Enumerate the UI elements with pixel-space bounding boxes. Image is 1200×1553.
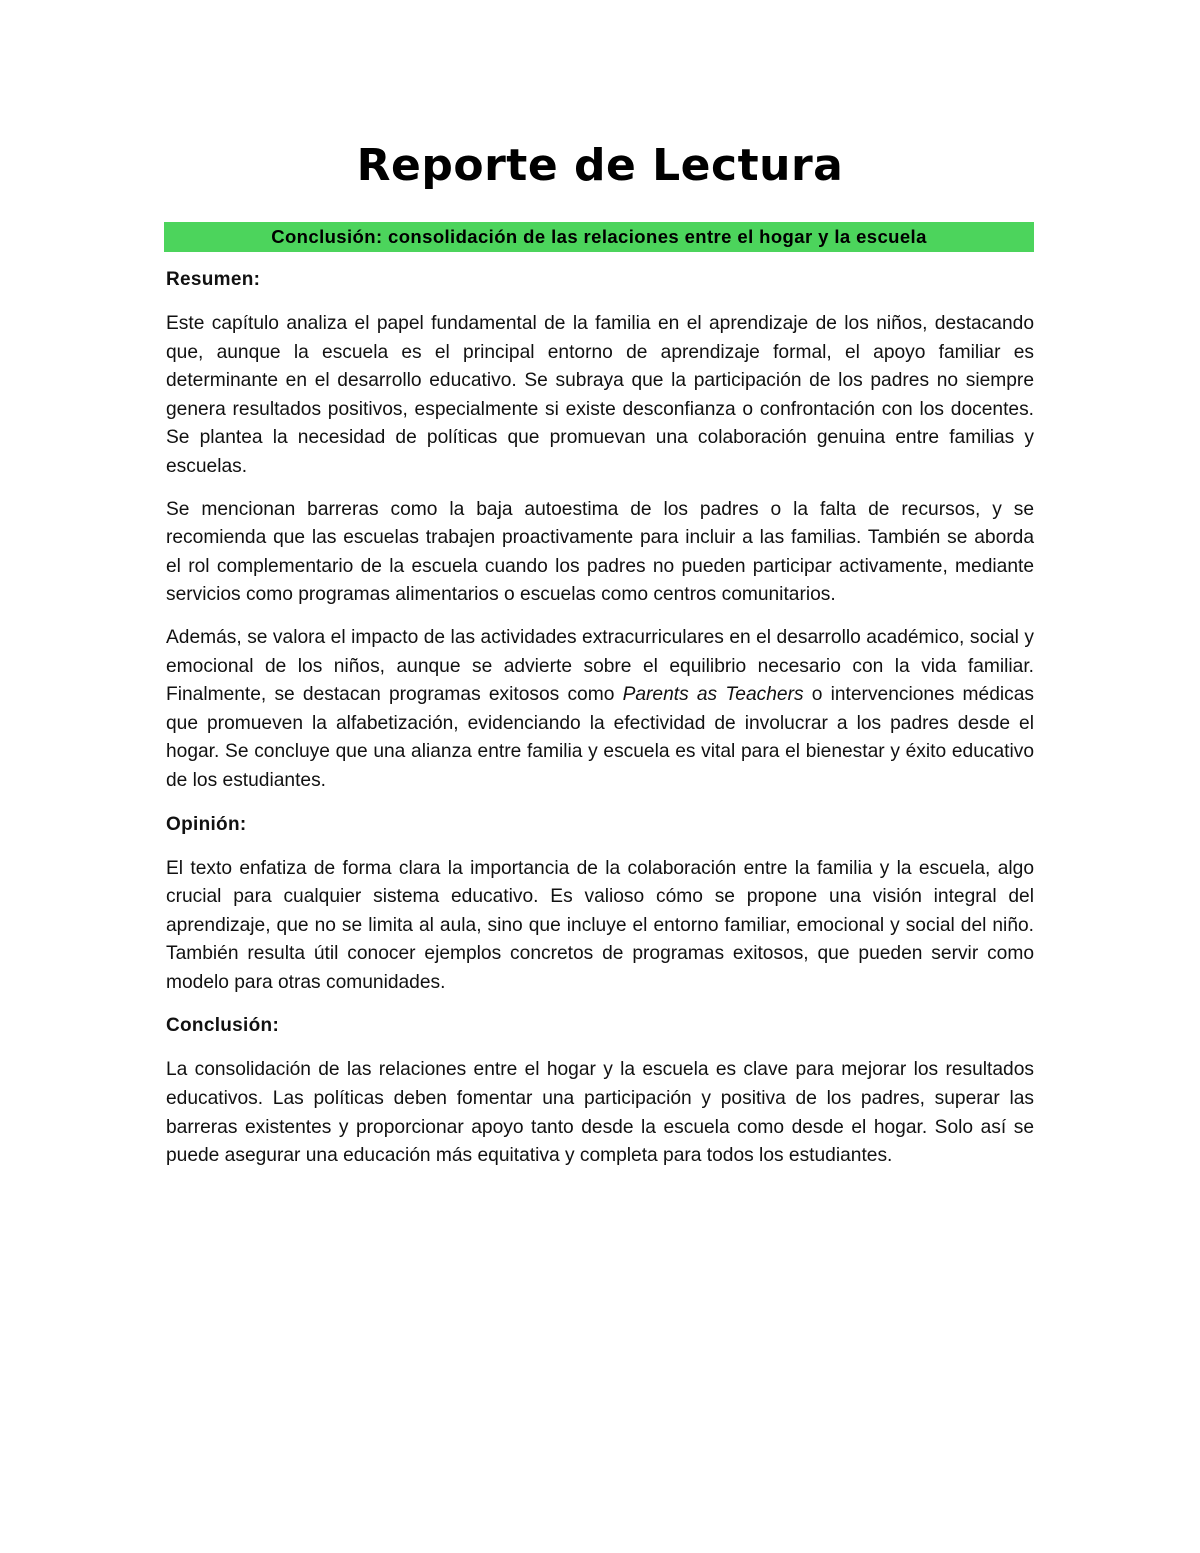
document-body [166, 265, 1034, 1171]
resumen-paragraph-2: Se mencionan barreras como la baja autoestima de los padres o la falta de recursos, y se recomienda que las escuelas trabajen proactivamente para incluir a las familias. También se aborda el rol complementario de la escuela cuando los padres no pueden participar activamente, mediante servicios como programas alimentarios o escuelas como centros comunitarios. [166, 498, 1034, 606]
resumen-p3-text-b: o intervenciones médicas que promueven la alfabetización, evidenciando la efectividad de involucrar a los padres desde el hogar. Se concluye que una alianza entre familia y escuela es vital para el bienestar y éxito educativo de los estudiantes. [166, 684, 1034, 791]
section-heading-opinion: Opinión: [166, 813, 247, 835]
conclusion-paragraph: La consolidación de las relaciones entre el hogar y la escuela es clave para mejorar los resultados educativos. Las políticas deben fomentar una participación y positiva de los padres, superar las barreras existentes y proporcionar apoyo tanto desde la escuela como desde el hogar. Solo así se puede asegurar una educación más equitativa y completa para todos los estudiantes. [166, 1059, 1034, 1167]
resumen-paragraph-3 [166, 624, 1034, 796]
document-title: Reporte de Lectura [356, 140, 844, 191]
opinion-paragraph: El texto enfatiza de forma clara la importancia de la colaboración entre la familia y la escuela, algo crucial para cualquier sistema educativo. Es valioso cómo se propone una visión integral del aprendizaje, que no se limita al aula, sino que incluye el entorno familiar, emocional y social del niño. También resulta útil conocer ejemplos concretos de programas exitosos, que pueden servir como modelo para otras comunidades. [166, 857, 1034, 993]
section-heading-resumen: Resumen: [166, 269, 261, 290]
section-heading-conclusion: Conclusión: [166, 1015, 280, 1037]
program-name-italic: Parents as Teachers [622, 684, 804, 706]
resumen-p3-text-a: Además, se valora el impacto de las actividades extracurriculares en el desarrollo académico, social y emocional de los niños, aunque se advierte sobre el equilibrio necesario con la vida familiar. Finalmente, se destacan programas exitosos como [166, 626, 1034, 706]
topic-banner: Conclusión: consolidación de las relaciones entre el hogar y la escuela [164, 222, 1034, 252]
resumen-paragraph-1: Este capítulo analiza el papel fundamental de la familia en el aprendizaje de los niños, destacando que, aunque la escuela es el principal entorno de aprendizaje formal, el apoyo familiar es determinante en el desarrollo educativo. Se subraya que la participación de los padres no siempre genera resultados positivos, especialmente si existe desconfianza o confrontación con los docentes. Se plantea la necesidad de políticas que promuevan una colaboración genuina entre familias y escuelas. [166, 313, 1034, 477]
